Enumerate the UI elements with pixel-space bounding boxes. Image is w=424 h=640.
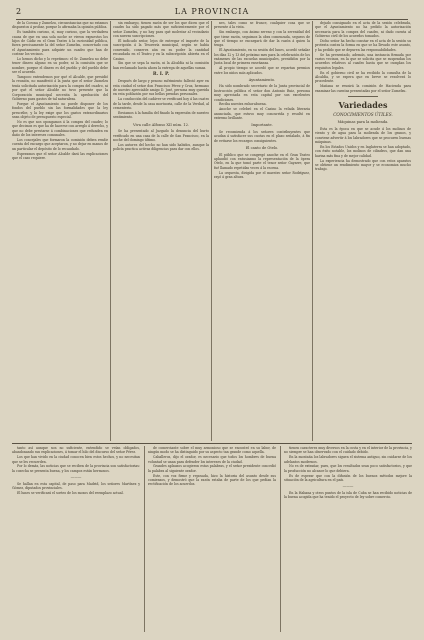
top-columns [12,21,412,441]
article-paragraph: Esta es la época en que se acude á los molinos de viento y de agua para la molienda de los granos, y conviene advertir á los labradores que se procuren buenas máquinas. [315,126,411,145]
article-paragraph: Enviamos á la familia del finado la expresión de nuestro sentimiento. [113,110,209,120]
column-2 [113,21,209,441]
article-paragraph: No es que nos opongamos á la compra del cuadro; lo que decimos es que ha de hacerse con arreglo á derecho, y que no debe prestarse á combinaciones que redunden en daño de los intereses comunales. [12,119,108,138]
bottom-column-2 [148,446,276,632]
article-paragraph: Los concejales que formaron la comisión deben rendir cuenta del encargo que aceptaron, y no dejar en manos de un particular el depósito de lo recaudado. [12,137,108,151]
article-paragraph: El indicado señor, lejos de entregar el importe de la suscripción á la Tesorería municipal, según se había convenido, conserva aún en su poder la cantidad recaudada en el Teatro y en la subscripción abierta en el Casino. [113,39,209,61]
article-paragraph: Tampoco entendemos por qué el Alcalde, que presidió la reunión, no manifestó á la junta que el señor Zumelzu tenía solicitada autorización para la compra del cuadro, ni por qué el señor Alcalde no tuvo presente que la Corporación municipal necesita la aprobación del Gobierno para gastos de tal naturaleza. [12,75,108,102]
article-title: Máquinas para la molienda. [337,120,389,125]
article-paragraph: Ha sido nombrado secretario de la Junta provincial de Instrucción pública el señor don Antonio Ruiz, persona muy apreciada en esta capital por sus excelentes condiciones. [214,84,310,102]
article-paragraph: Es de esperar que con la difusión de los buenos métodos mejore la situación de la agricultura en el país. [284,473,412,483]
column-rule [110,21,111,441]
article-paragraph: Porque el Ayuntamiento no puede disponer de los fondos del pueblo sin las formalidades que la ley prescribe, y la ley exige que los gastos extraordinarios sean objeto de presupuesto especial. [12,101,108,120]
article-paragraph: El lunes se verificará el sorteo de los mozos del reemplazo actual. [17,490,124,495]
article-paragraph: Reciba nuestra enhorabuena. [219,102,267,107]
separator: ——— [342,484,354,489]
article-paragraph: Es también curioso, sí, muy curioso, que la verdadera causa de que en una sola noche se vieron expuestos los hijos de Cádiz en el Gran Teatro á la curiosidad pública, fuera precisamente la del señor Zumelzu, concertado con el Ayuntamiento para adquirir un cuadro que han de costear los vecinos. [12,30,108,57]
article-paragraph: En los Estados Unidos y en Inglaterra se han adoptado, con éxito notable, los molinos de cilindros, que dan una harina más fina y de mejor calidad. [315,144,411,158]
article-paragraph: nes, tales como se frunce, cualquier cosa que se presente á la vista. [214,21,310,30]
article-paragraph: Anoche se celebró en el Casino la velada literaria anunciada, que estuvo muy concurrida y resultó en extremo brillante. [214,107,310,121]
column-rule [280,446,281,632]
article-paragraph: tanto así aunque son no suficiente, entendido se veían obligados, abandonando sus explicaciones, á tomar el hilo del discurso del señor Pérez. [12,446,140,455]
article-paragraph: dejado consignado en el acta de la sesión celebrada, que el Ayuntamiento no ha pedido la autorización necesaria para la compra del cuadro, ni dado cuenta al Gobierno civil de los acuerdos tomados. [315,21,411,39]
article-paragraph: En el gobierno civil se ha recibido la consulta de la Alcaldía, y se espera que en breve se resolverá lo procedente. [315,70,411,84]
article-paragraph: En la montaña los labradores siguen el sistema antiguo, sin cuidarse de los adelantos modernos. [284,455,412,464]
article-paragraph: Este, con voz firme y reposada, hizo la historia del asunto desde sus comienzos, y demostró que la razón estaba de parte de los que pedían la rectificación de los acuerdos. [148,473,276,487]
section-subtitle: CONOCIMIENTOS ÚTILES. [333,112,393,118]
article-paragraph: En la Habana y otros puntos de la isla de Cuba se han recibido noticias de la buena acogida que ha tenido el proyecto de ley sobre comercio. [284,490,412,500]
article-paragraph: Dicho señor ha hecho constar en el acta de la sesión su protesta contra la forma en que se ha llevado este asunto, y ha pedido que se depuren las responsabilidades. [315,39,411,52]
bottom-column-1 [12,446,140,632]
section-rule [12,443,412,444]
article-paragraph: Lo hemos dicho y lo repetimos: el Sr. Zumelzu no debe tener dinero alguno en su poder, ni la comisión que se nombre, porque el dinero es del pueblo y del pueblo debe ser el acuerdo. [12,57,108,75]
article-paragraph: Sin que se sepa la razón, ni la Alcaldía ni la comisión han reclamado hasta ahora la entrega de aquellas sumas. [113,61,209,70]
section-heading: El canto de Otelo. [245,146,279,151]
article-paragraph: Mañana se reunirá la comisión de Hacienda para examinar las cuentas presentadas por el señor Zumelzu. [315,84,411,93]
page-header [16,5,408,20]
article-paragraph: No es de extrañar, pues, que los resultados sean poco satisfactorios, y que la producción no alcance lo que debiera. [284,464,412,473]
page-number: 2 [16,7,22,16]
article-paragraph: Sin embargo, con ánimo sereno y con la serenidad del que tiene razón, seguimos la obra comenzada, seguros de que el tiempo se encargará de dar la razón á quien la tenga. [214,30,310,48]
section-heading: Importante. [251,123,273,128]
article-paragraph: Se hallan en esta capital, de paso para Madrid, los señores Martínez y Gómez, diputados provinciales. [12,481,140,491]
newspaper-title: LA PROVINCIA [174,7,250,16]
article-paragraph: Al propio tiempo se acordó que se repartan premios entre los niños más aplicados. [214,66,310,75]
article-paragraph: de la Corona y Zumelzu, circunstancias que no estamos dispuestos á probar, porque lo afirmaba la opinión pública. [12,21,108,30]
article-paragraph: de comerciante sobre el muy armonioso que se encontró en su labor, de ningún modo se ha distinguido por su aspecto tan grande como aquella. [148,446,276,455]
article-paragraph: Esperamos que el señor Alcalde dará las explicaciones que el caso requiere. [12,151,108,160]
obituary-heading: R. I. P. [152,72,170,78]
section-heading: Ayuntamiento. [248,78,276,83]
article-paragraph: Los que han vivido en la ciudad conocen bien estos hechos, y no necesitan que se les recuerden. [12,455,140,464]
bottom-columns [12,446,412,632]
article-paragraph: Se ha presentado, además, una instancia firmada por varios vecinos, en la que se solicita que se suspendan los acuerdos relativos al cuadro hasta que se cumplan los requisitos legales. [315,52,411,70]
article-paragraph: La experiencia ha demostrado que con estos aparatos se obtiene un rendimiento mayor y se economiza mucho trabajo. [315,158,411,172]
article-paragraph: Después de largo y penoso sufrimiento falleció ayer en esta ciudad el señor don Francisco Pérez y Cruz, hermano de nuestro apreciable amigo D. José, persona muy querida en esta población por sus bellas prendas personales. [113,79,209,97]
bottom-column-3 [284,446,412,632]
article-paragraph: Los autores del hecho no han sido habidos, aunque la policía practica activas diligencias para dar con ellos. [113,142,209,152]
column-rule [312,21,313,441]
article-paragraph: La orquesta, dirigida por el maestro señor Rodríguez, rayó á gran altura. [214,170,310,179]
column-1 [12,21,108,441]
article-paragraph: tienen caracteres muy diversos en la costa y en el interior de la provincia, y no siempre se han observado con el cuidado debido. [284,446,412,455]
section-title: Variedades [338,100,388,111]
column-rule [211,21,212,441]
article-paragraph: Se recomienda á los señores contribuyentes que acudan á satisfacer sus cuotas en el plazo señalado, á fin de evitarse los recargos consiguientes. [214,129,310,143]
column-3 [214,21,310,441]
article-paragraph: El Ayuntamiento, en su sesión del lunes, acordó señalar los días 12 y 13 del próximo mes para la celebración de los exámenes de las escuelas municipales, presididos por la Junta local de primera enseñanza. [214,48,310,66]
separator: ——— [70,475,82,480]
section-divider [348,96,378,97]
article-paragraph: La conducción del cadáver se verificará hoy á las cuatro de la tarde, desde la casa mortuoria, calle de la Verdad, al cementerio. [113,97,209,111]
article-paragraph: sin embargo, tienen razón de ser los que dicen que el cuadro ha sido pagado más que suficientemente por el señor Zumelzu, y no hay para qué molestar al vecindario con nuevas suscripciones. [113,21,209,39]
article-paragraph: Se ha presentado al Juzgado la denuncia del hurto verificado en una casa de la calle de San Francisco, en la noche del domingo último. [113,129,209,142]
article-paragraph: Caballeros, dijo el orador, es necesario que todos los hombres de buena voluntad se unan para defender los intereses de la ciudad. [148,455,276,464]
article-paragraph: Por lo demás, las noticias que se reciben de la provincia son satisfactorias: la cosecha se presenta buena, y los campos están hermosos. [12,464,140,473]
notice-line: Viva calle Alfonso XII núm. 12. [133,122,189,127]
article-paragraph: Grandes aplausos acogieron estas palabras, y el señor presidente concedió la palabra al siguiente orador. [148,464,276,473]
article-paragraph: El público que se congregó anoche en el Gran Teatro aplaudió con entusiasmo la representación de la ópera Otelo, en la que tomó parte el tenor señor Gayarre, que fué llamado repetidas veces á la escena. [214,152,310,170]
column-rule [144,446,145,632]
column-4 [315,21,411,441]
